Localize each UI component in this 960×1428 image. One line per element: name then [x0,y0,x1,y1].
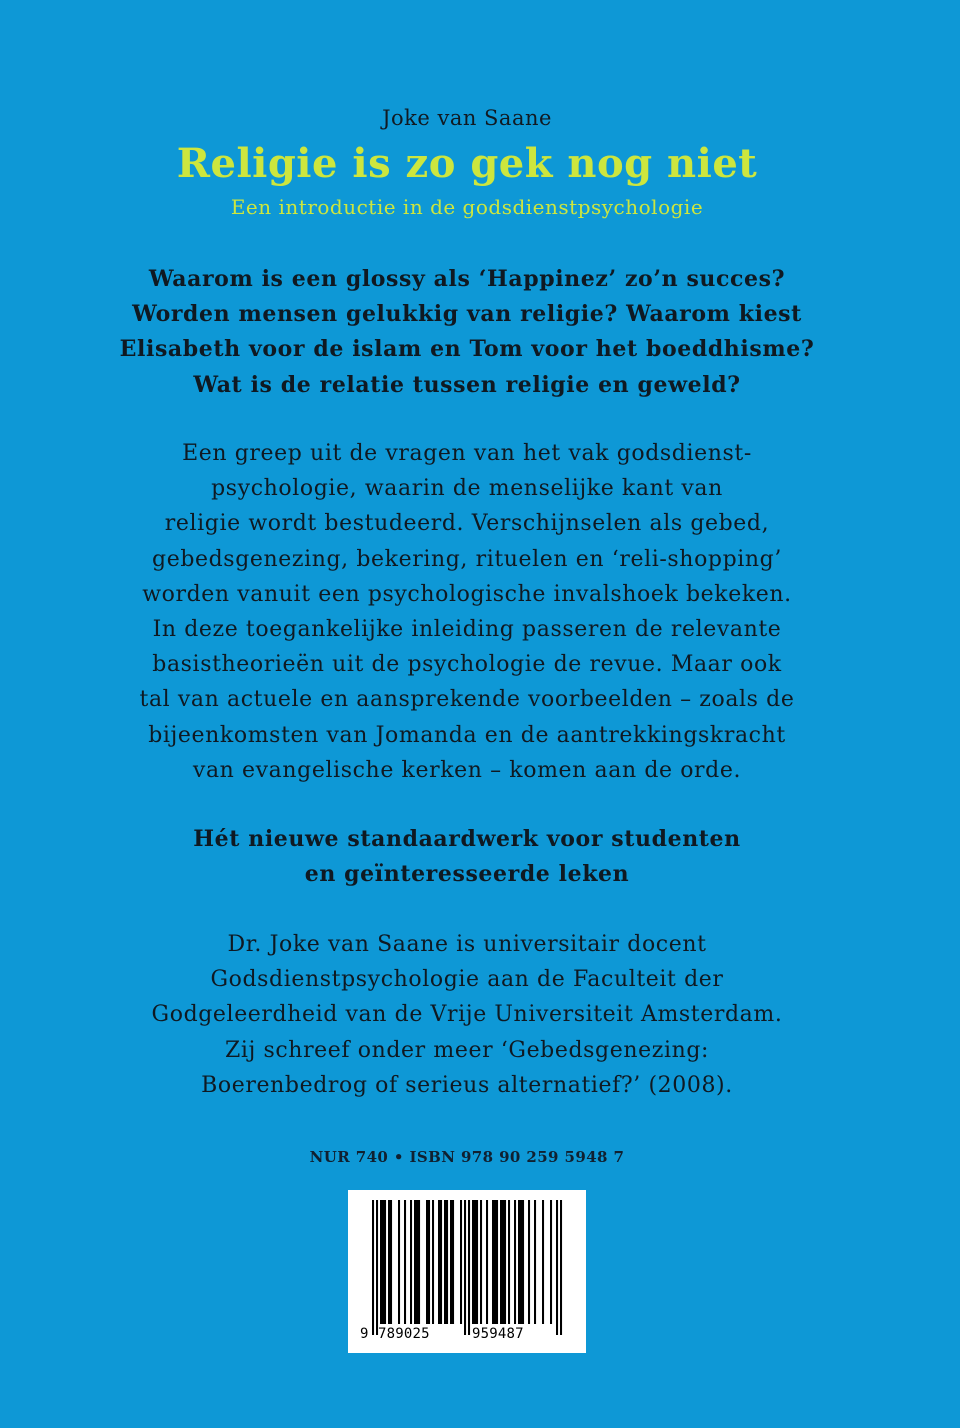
text-line: Wat is de relatie tussen religie en geweld? [193,371,741,398]
barcode-guard-bar [372,1200,374,1335]
barcode-bar [382,1200,384,1324]
barcode-bar [384,1200,386,1324]
text-line: Een greep uit de vragen van het vak godsdienst- [182,441,752,466]
barcode-bar [390,1200,392,1324]
barcode-bar [480,1200,482,1324]
barcode-bar [472,1200,474,1324]
text-line: en geïnteresseerde leken [304,861,630,888]
barcode-bar [522,1200,524,1324]
barcode-left-group: 789025 [378,1326,430,1342]
text-line: Dr. Joke van Saane is universitair docent [227,932,707,957]
barcode-bar [416,1200,418,1324]
barcode-guard-bar [464,1200,466,1335]
barcode-bar [486,1200,488,1324]
barcode-bar [444,1200,446,1324]
text-line: Waarom is een glossy als ‘Happinez’ zo’n succes? [148,266,786,292]
barcode-bar [414,1200,416,1324]
book-title: Religie is zo gek nog niet [176,140,758,187]
tagline-paragraph [0,822,934,892]
barcode-guard-bar [376,1200,378,1335]
barcode-bar [398,1200,400,1324]
barcode-bar [476,1200,478,1324]
author-bio-paragraph [0,927,934,1103]
barcode-bar [418,1200,420,1324]
barcode-bar [500,1200,502,1324]
barcode-bar [450,1200,452,1324]
barcode-bar [446,1200,448,1324]
barcode-right-group: 959487 [472,1326,524,1342]
barcode-bar [534,1200,536,1324]
text-line: Boerenbedrog of serieus alternatief?’ (2008). [201,1072,733,1098]
barcode-bar [452,1200,454,1324]
barcode-bar [428,1200,430,1324]
barcode-bar [380,1200,382,1324]
author-name: Joke van Saane [382,106,552,130]
description-paragraph [0,436,934,788]
barcode-first-digit: 9 [360,1326,369,1342]
isbn-line: NUR 740 • ISBN 978 90 259 5948 7 [309,1148,625,1166]
barcode-bar [520,1200,522,1324]
barcode-bar [528,1200,530,1324]
barcode-bar [542,1200,544,1324]
text-line: In deze toegankelijke inleiding passeren de relevante [152,617,782,643]
barcode-bar [460,1200,462,1324]
questions-paragraph [0,262,934,403]
barcode-bar [514,1200,516,1324]
book-subtitle: Een introductie in de godsdienstpsychologie [230,195,704,219]
barcode-bar [504,1200,506,1324]
barcode-bar [426,1200,428,1324]
barcode-guard-bar [556,1200,558,1335]
text-line: worden vanuit een psychologische invalshoek bekeken. [142,581,792,607]
barcode-bar [388,1200,390,1324]
barcode-digits [348,1326,586,1346]
text-line: Godsdienstpsychologie aan de Faculteit der [210,967,724,993]
barcode-bar [438,1200,440,1324]
barcode-guard-bar [560,1200,562,1335]
text-line: van evangelische kerken – komen aan de orde. [192,757,742,783]
barcode-bar [494,1200,496,1324]
barcode-bar [492,1200,494,1324]
text-line: Elisabeth voor de islam en Tom voor het boeddhisme? [119,336,815,363]
text-line: Hét nieuwe standaardwerk voor studenten [193,826,741,852]
barcode-bar [508,1200,510,1324]
barcode-bar [518,1200,520,1324]
barcode-guard-bar [468,1200,470,1335]
barcode-bar [404,1200,406,1324]
barcode-bar [474,1200,476,1324]
text-line: tal van actuele en aansprekende voorbeelden – zoals de [139,687,795,713]
barcode [348,1190,586,1353]
barcode-bar [410,1200,412,1324]
text-line: Godgeleerdheid van de Vrije Universiteit Amsterdam. [151,1002,783,1028]
text-line: Zij schreef onder meer ‘Gebedsgenezing: [224,1037,710,1063]
barcode-bar [502,1200,504,1324]
text-line: gebedsgenezing, bekering, rituelen en ‘reli-shopping’ [152,546,782,572]
text-line: psychologie, waarin de menselijke kant van [211,476,723,502]
text-line: bijeenkomsten van Jomanda en de aantrekkingskracht [148,722,786,748]
barcode-bar [496,1200,498,1324]
text-line: religie wordt bestudeerd. Verschijnselen als gebed, [164,511,770,537]
barcode-bar [440,1200,442,1324]
barcode-bar [550,1200,552,1324]
text-line: Worden mensen gelukkig van religie? Waarom kiest [132,301,802,328]
text-line: basistheorieën uit de psychologie de revue. Maar ook [152,652,782,678]
barcode-bar [432,1200,434,1324]
